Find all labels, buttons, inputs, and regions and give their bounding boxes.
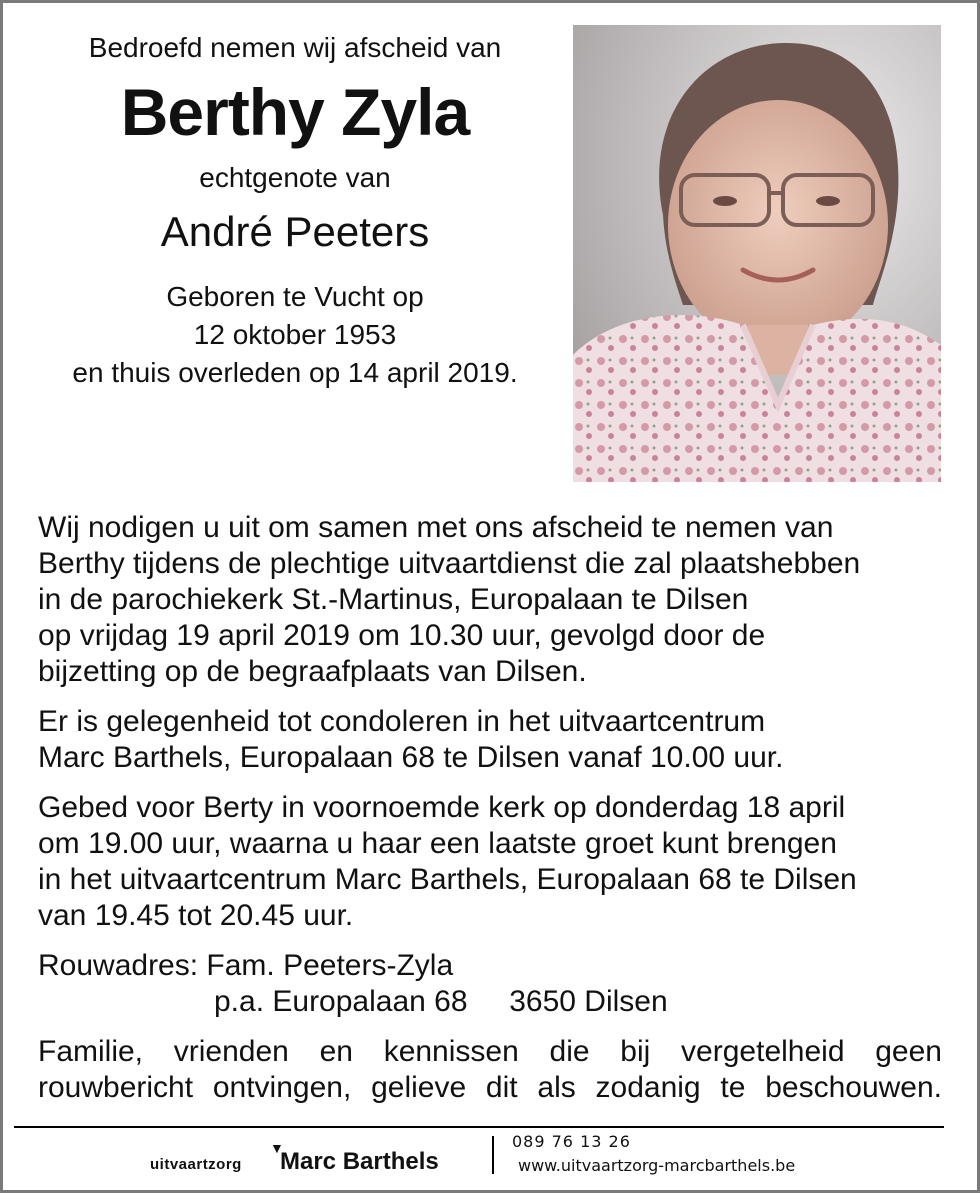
triangle-icon: ▼ [270, 1140, 284, 1156]
portrait-photo [573, 25, 941, 482]
address-family: Fam. Peeters-Zyla [206, 949, 454, 982]
born-line-2: 12 oktober 1953 [193, 319, 397, 350]
died-line: en thuis overleden op 14 april 2019. [72, 357, 518, 388]
spouse-name: André Peeters [160, 208, 430, 255]
portrait-illustration [573, 25, 941, 482]
born-line-1: Geboren te Vucht op [166, 281, 424, 312]
address-street: p.a. Europalaan 68 [214, 985, 468, 1018]
text-line: Marc Barthels, Europalaan 68 te Dilsen vanaf 10.00 uur. [38, 741, 784, 774]
birth-death-info [40, 278, 550, 392]
text-line: Berthy tijdens de plechtige uitvaartdienst die zal plaatshebben [38, 547, 861, 580]
paragraph-service [38, 510, 942, 690]
text-line: Gebed voor Berty in voornoemde kerk op donderdag 18 april [38, 791, 846, 824]
address-city: 3650 Dilsen [509, 985, 668, 1018]
text-line: om 19.00 uur, waarna u haar een laatste groet kunt brengen [38, 827, 837, 860]
intro-text: Bedroefd nemen wij afscheid van [88, 32, 502, 63]
text-line: Wij nodigen u uit om samen met ons afscheid te nemen van [38, 511, 834, 544]
text-line: in de parochiekerk St.-Martinus, Europalaan te Dilsen [38, 583, 749, 616]
vertical-divider [492, 1136, 494, 1174]
notice-text: Familie, vrienden en kennissen die bij vergetelheid geen rouwbericht ontvingen, gelieve dit als zodanig te beschouwen. [38, 1035, 942, 1104]
text-line: van 19.45 tot 20.45 uur. [38, 899, 354, 932]
phone-number: 089 76 13 26 [512, 1132, 631, 1151]
spouse-label: echtgenote van [199, 162, 391, 193]
paragraph-prayer [38, 790, 942, 934]
brand-name: Marc Barthels [280, 1148, 439, 1175]
paragraph-condolence [38, 704, 942, 776]
footer-divider-line [14, 1126, 944, 1128]
text-line: in het uitvaartcentrum Marc Barthels, Europalaan 68 te Dilsen [38, 863, 857, 896]
main-text [38, 510, 942, 1120]
text-line: bijzetting op de begraafplaats van Dilsen. [38, 655, 587, 688]
deceased-name: Berthy Zyla [120, 75, 470, 149]
mourning-address [38, 948, 942, 1020]
funeral-home-footer [150, 1132, 850, 1180]
address-label: Rouwadres: [38, 949, 199, 982]
text-line: Er is gelegenheid tot condoleren in het uitvaartcentrum [38, 705, 766, 738]
website-link[interactable]: www.uitvaartzorg-marcbarthels.be [518, 1156, 796, 1175]
paragraph-notice [38, 1034, 942, 1106]
header-block [40, 28, 550, 392]
brand-prefix: uitvaartzorg [150, 1156, 242, 1173]
text-line: op vrijdag 19 april 2019 om 10.30 uur, gevolgd door de [38, 619, 766, 652]
